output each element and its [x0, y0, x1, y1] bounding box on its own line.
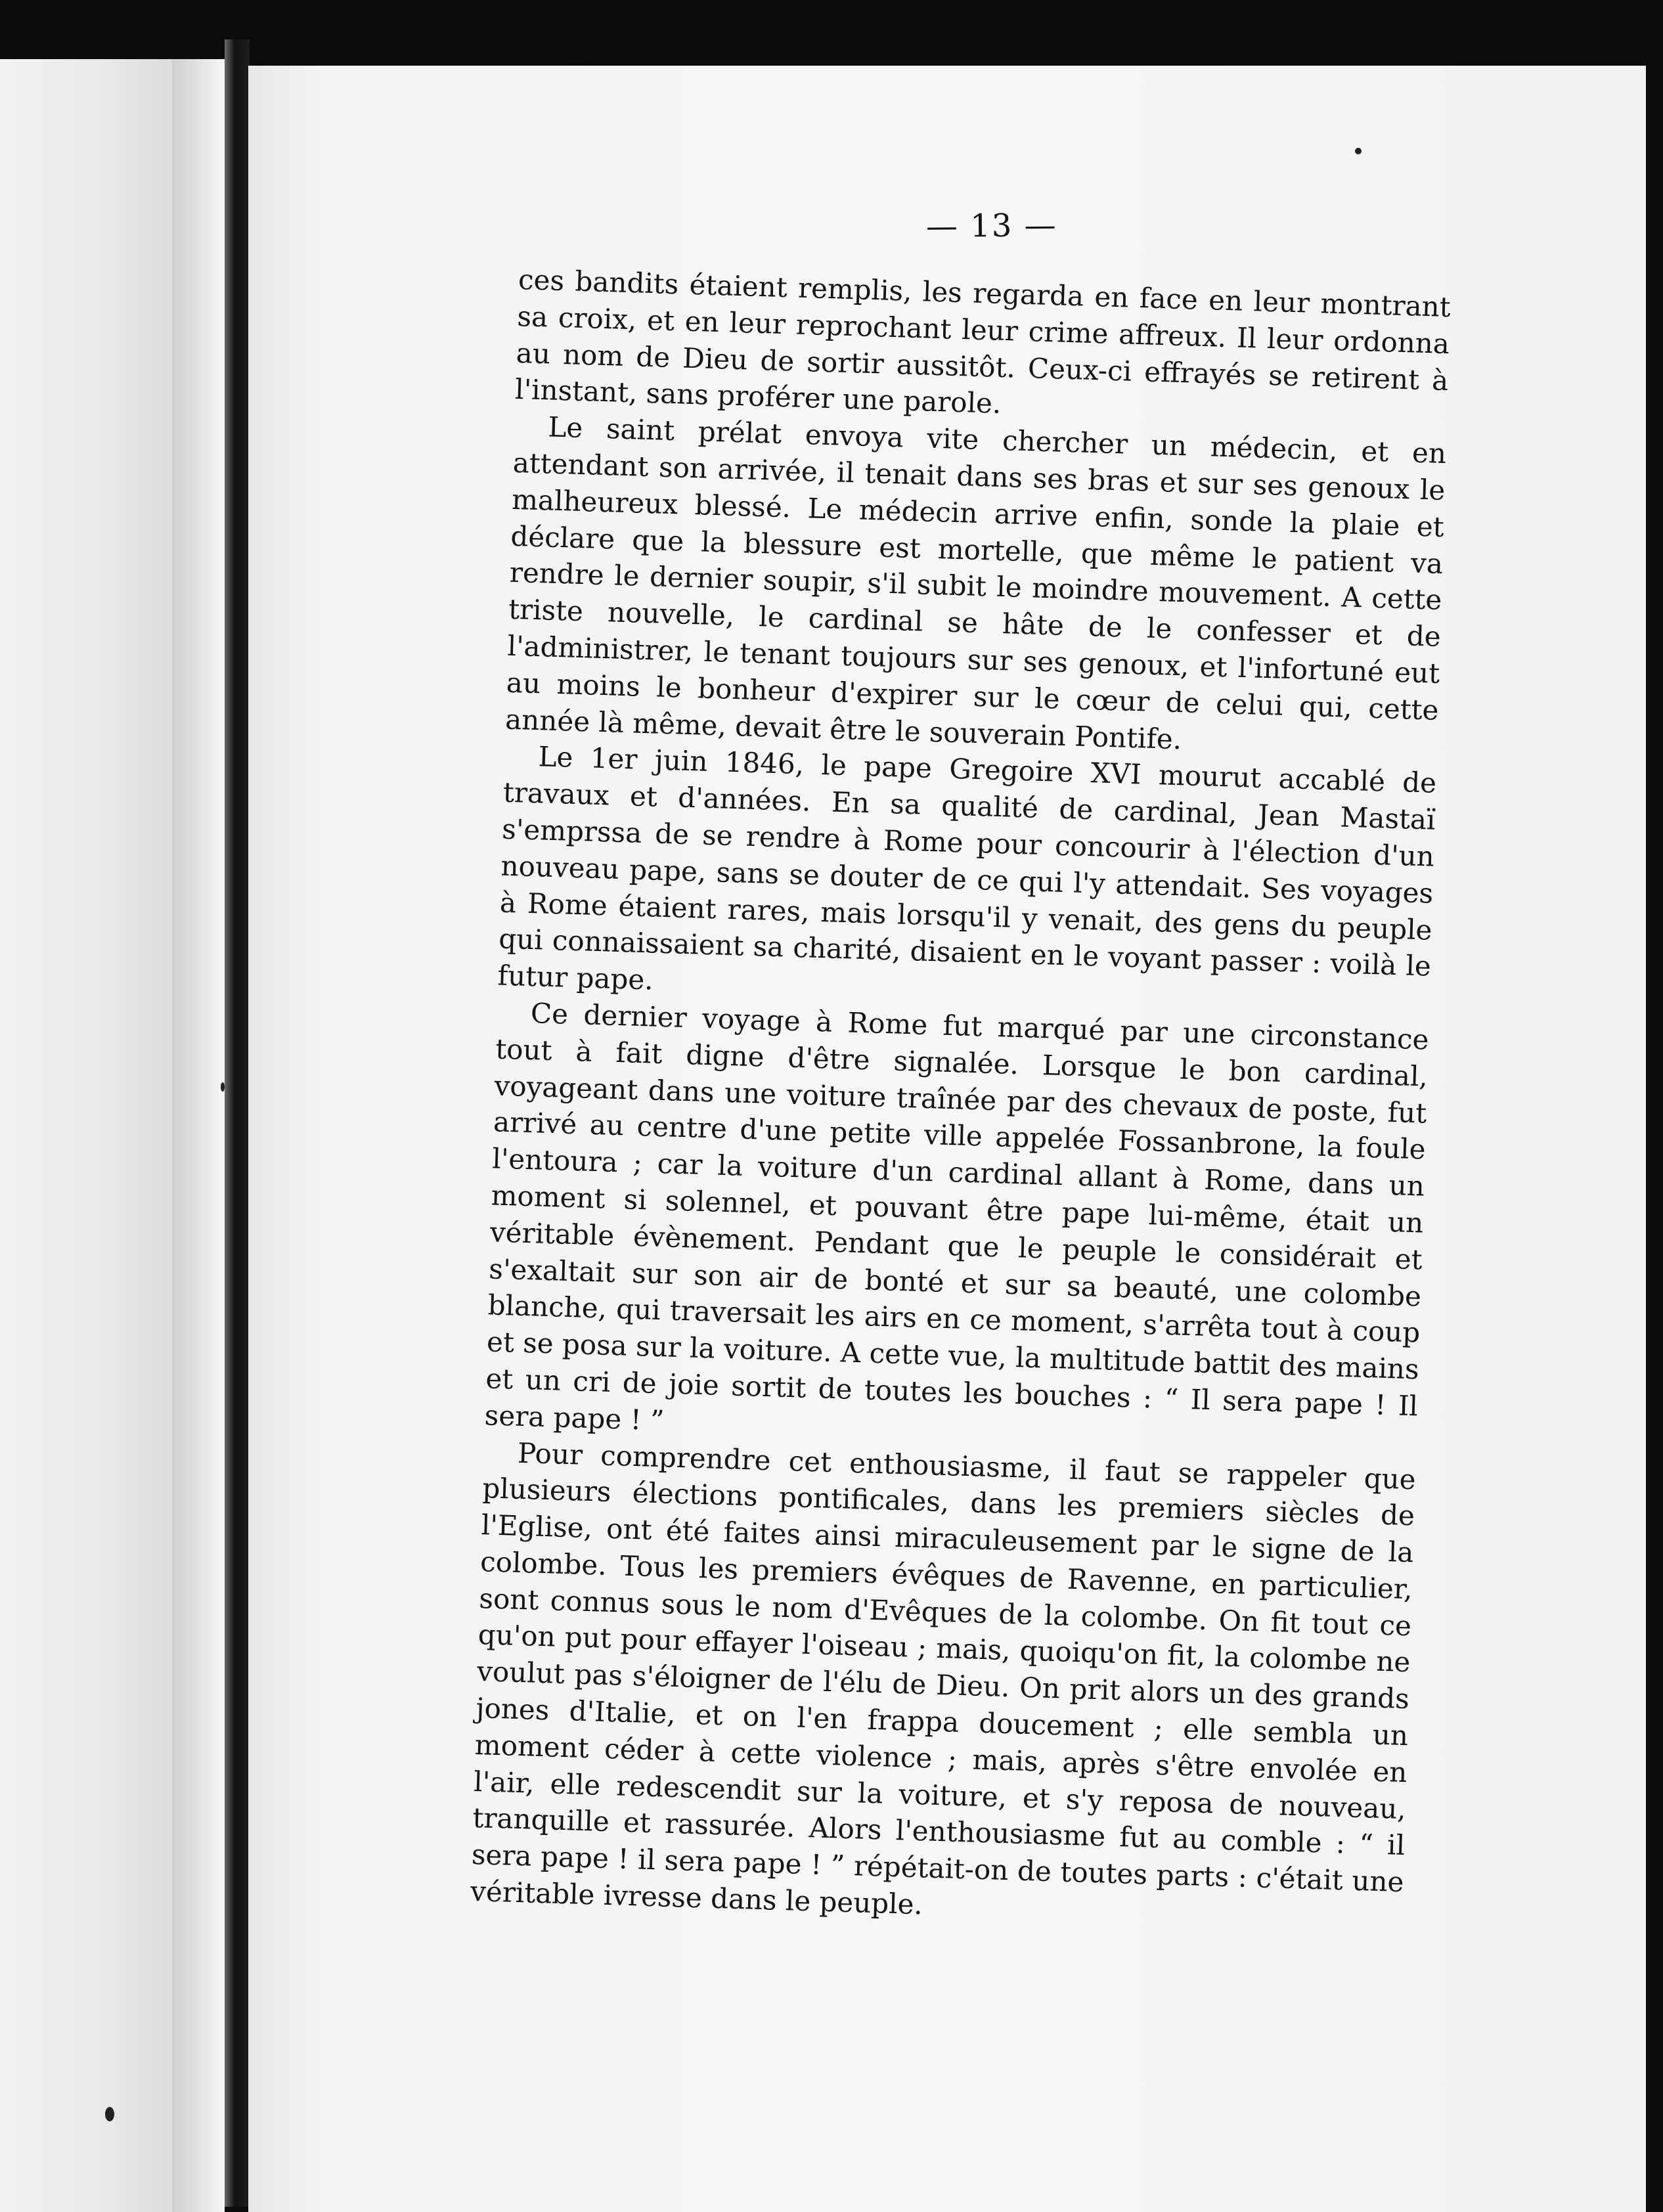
binding-gutter — [225, 39, 250, 2207]
paragraph: Le 1er juin 1846, le pape Gregoire XVI mourut accablé de travaux et d'années. En sa qualité de cardinal, Jean Mastaï s'emprssa de se rendre à Rome pour concourir à l'élection d'un nouveau pape, sans se douter de ce qui l'y attendait. Ses voyages à Rome étaient rares, mais lorsqu'il y venait, des gens du peuple qui connaissaient sa charité, disaient en le voyant passer : voilà le futur pape. — [497, 740, 1437, 996]
paragraph: Le saint prélat envoya vite chercher un médecin, et en attendant son arrivée, il tenait dans ses bras et sur ses genoux le malheureux blessé. Le médecin arrive enfin, sonde la plaie et déclare que la blessure est mortelle, que même le patient va rendre le dernier soupir, s'il subit le moindre mouvement. A cette triste nouvelle, le cardinal se hâte de le confesser et de l'administrer, le tenant toujours sur ses genoux, et l'infortuné eut au moins le bonheur d'expirer sur le cœur de celui qui, cette année là même, devait être le souverain Pontife. — [504, 410, 1447, 755]
previous-page-edge — [0, 59, 172, 2212]
ink-speck — [105, 2107, 114, 2121]
ink-speck — [1355, 148, 1362, 154]
body-text — [470, 261, 1452, 1937]
paragraph: Ce dernier voyage à Rome fut marqué par une circonstance tout à fait digne d'être signalée. Lorsque le bon cardinal, voyageant dans une voiture traînée par des chevaux de poste, fut arrivé au centre d'une petite ville appelée Fossanbrone, la foule l'entoura ; car la voiture d'un cardinal allant à Rome, dans un moment si solennel, et pouvant être pape lui-même, était un véritable évènement. Pendant que le peuple le considérait et s'exaltait sur son air de bonté et sur sa beauté, une colombe blanche, qui traversait les airs en ce moment, s'arrêta tout à coup et se posa sur la voiture. A cette vue, la multitude battit des mains et un cri de joie sortit de toutes les bouches : “ Il sera pape ! Il sera pape ! ” — [484, 996, 1430, 1437]
paragraph: Pour comprendre cet enthousiasme, il faut se rappeler que plusieurs élections pontificales, dans les premiers siècles de l'Eglise, ont été faites ainsi miraculeusement par le signe de la colombe. Tous les premiers évêques de Ravenne, en particulier, sont connus sous le nom d'Evêques de la colombe. On fit tout ce qu'on put pour effayer l'oiseau ; mais, quoiqu'on fit, la colombe ne voulut pas s'éloigner de l'élu de Dieu. On prit alors un des grands jones d'Italie, et on l'en frappa doucement ; elle sembla un moment céder à cette violence ; mais, après s'être envolée en l'air, elle redescendit sur la voiture, et s'y reposa de nouveau, tranquille et rassurée. Alors l'enthousiasme fut au comble : “ il sera pape ! il sera pape ! ” répétait-on de toutes parts : c'était une véritable ivresse dans le peuple. — [470, 1436, 1417, 1921]
paragraph: ces bandits étaient remplis, les regarda en face en leur montrant sa croix, et en leur reprochant leur crime affreux. Il leur ordonna au nom de Dieu de sortir aussitôt. Ceux-ci effrayés se retirent à l'instant, sans proférer une parole. — [514, 263, 1452, 420]
page-edge-shadow — [172, 59, 225, 2212]
page-number: — 13 — — [925, 206, 1057, 246]
ink-speck — [221, 1082, 225, 1092]
